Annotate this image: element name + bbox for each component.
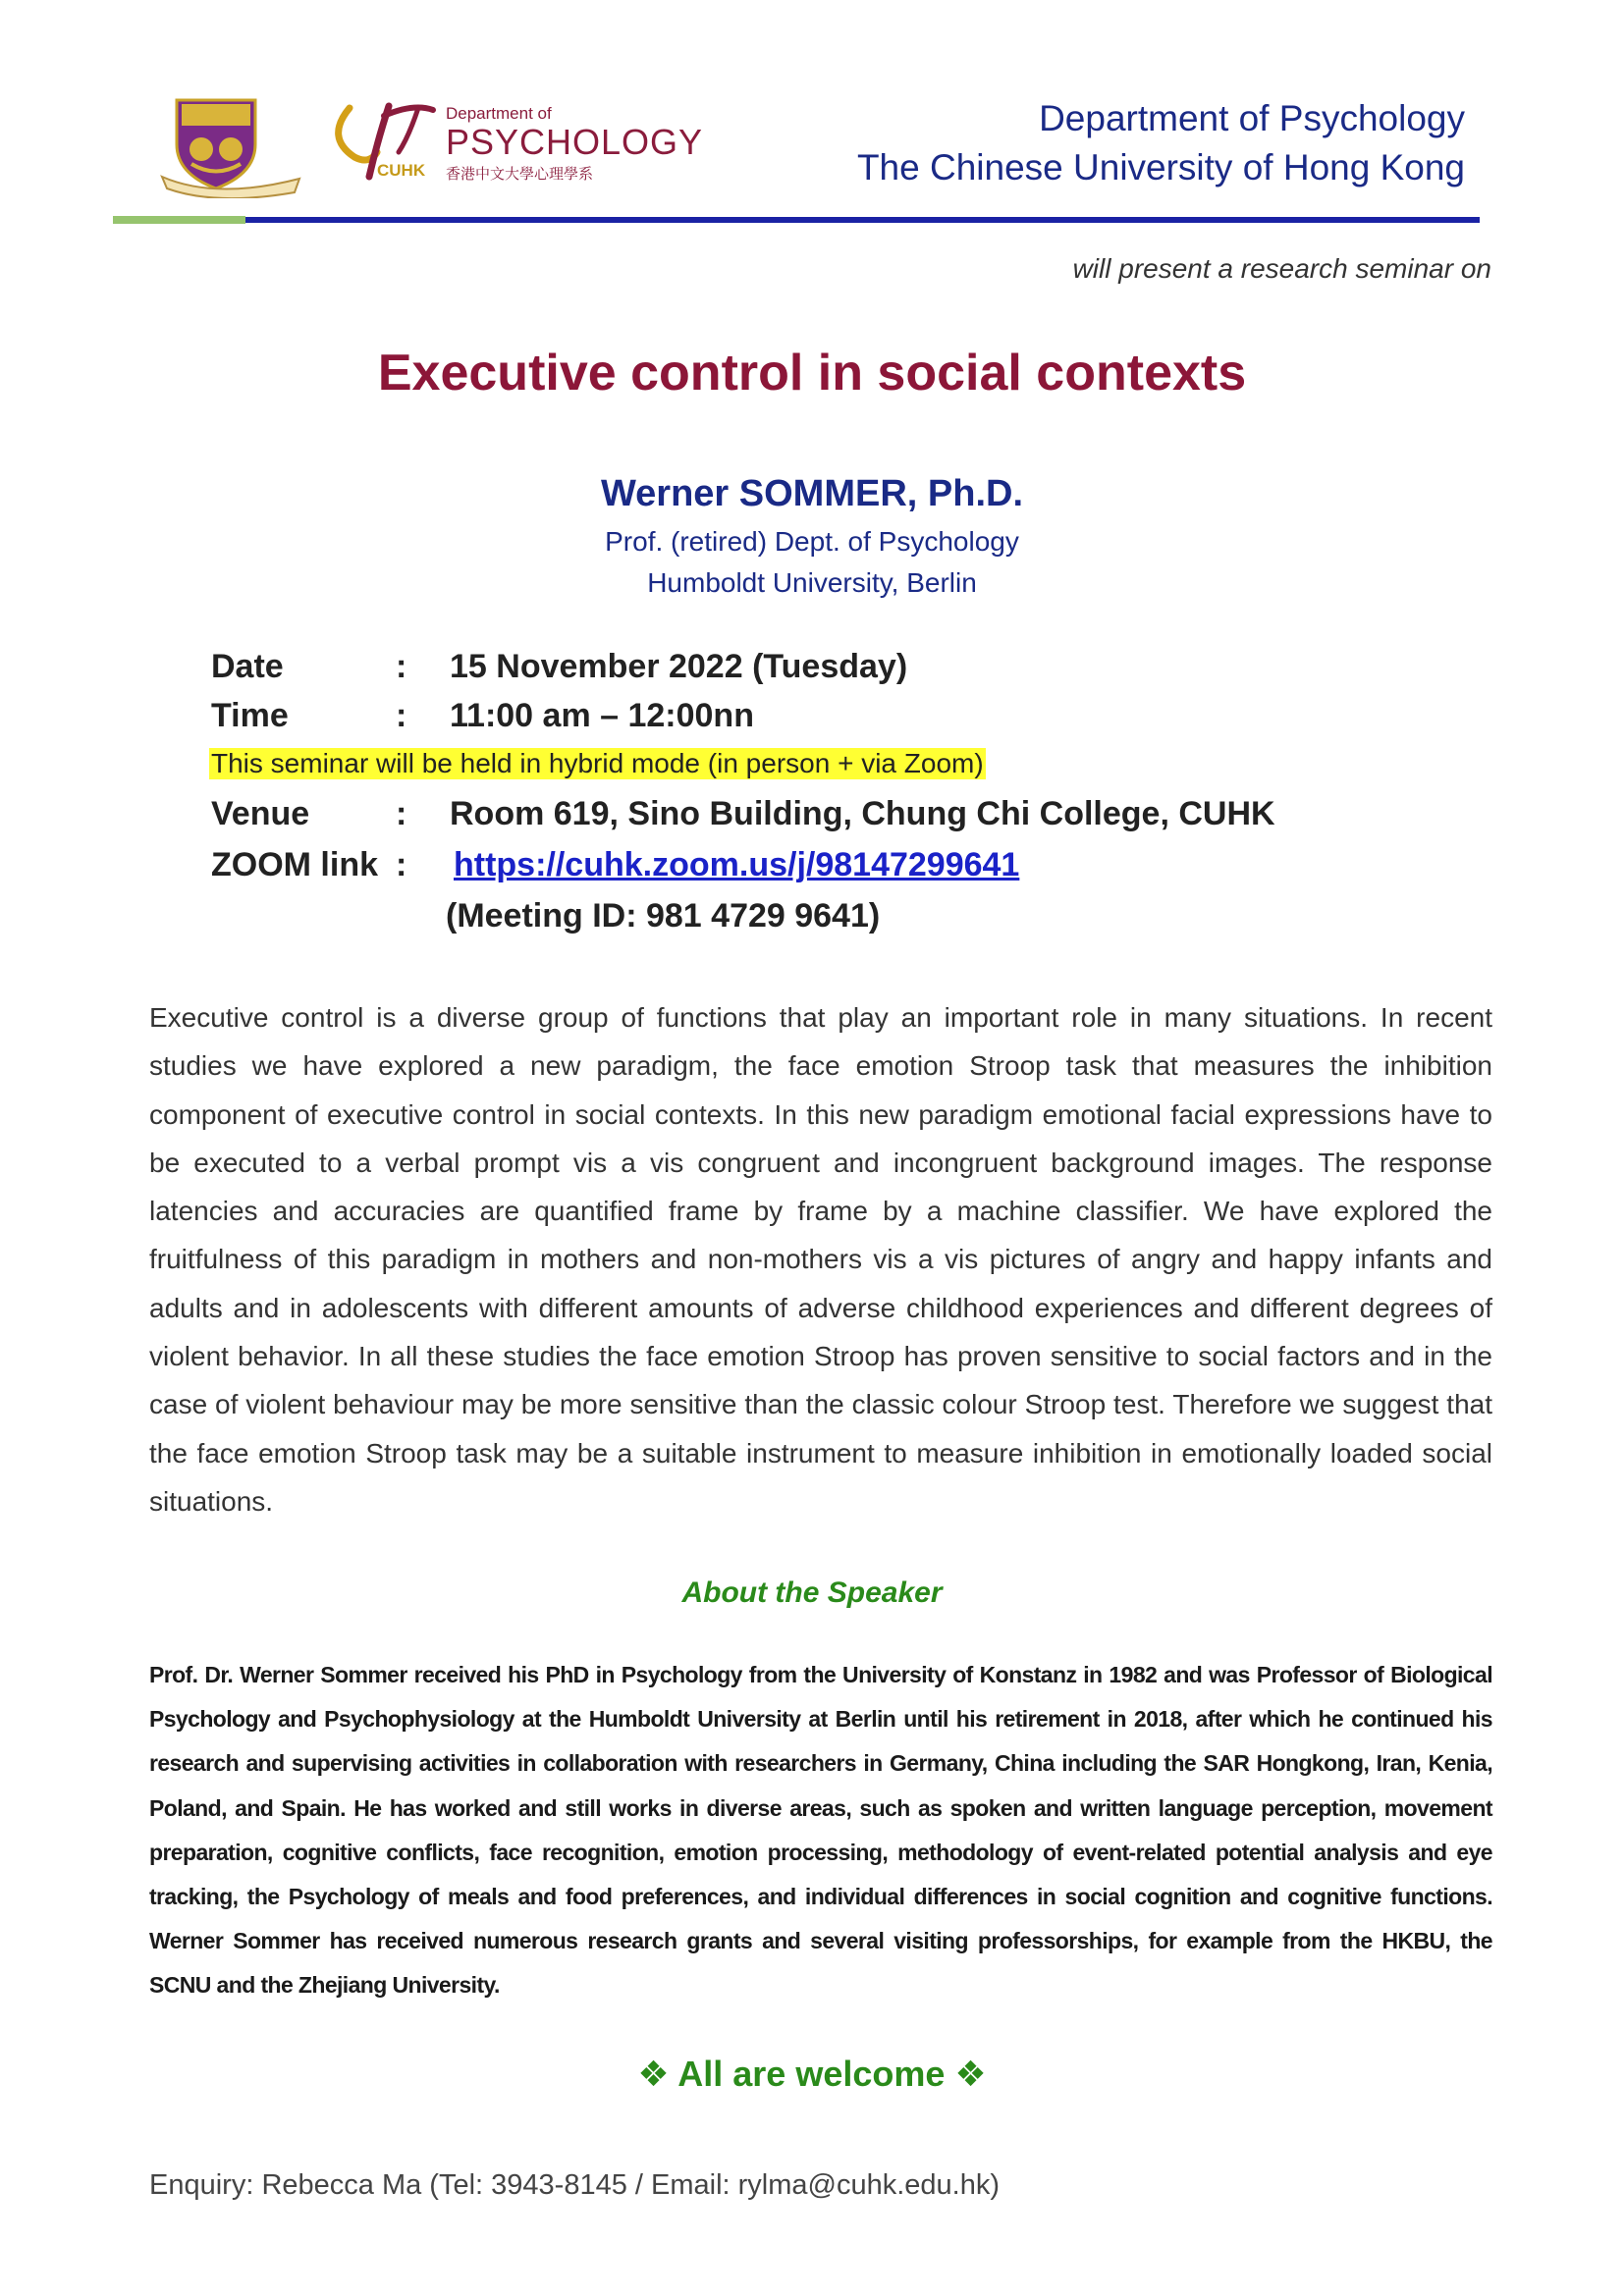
zoom-colon: : [396, 846, 407, 883]
venue-label: Venue [211, 795, 310, 832]
zoom-label: ZOOM link [211, 846, 378, 883]
date-colon: : [396, 648, 407, 685]
speaker-name: Werner SOMMER, Ph.D. [600, 473, 1024, 514]
header-university: The Chinese University of Hong Kong [856, 147, 1465, 187]
time-label: Time [211, 697, 289, 734]
speaker-bio: Prof. Dr. Werner Sommer received his PhD in Psychology from the University of Konstanz in 1982 and was Professor of Biological Psychology and Psychophysiology at the Humboldt University at Berlin until his retirement in 2018, after which he continued his research and supervising activities in collaboration with researchers in Germany, China including the SAR Hongkong, Iran, Kenia, Poland, and Spain. He has worked and still works in diverse areas, such as spoken and written language perception, movement preparation, cognitive conflicts, face recognition, emotion processing, methodology of event-related potential analysis and eye tracking, the Psychology of meals and food preferences, and individual differences in social cognition and cognitive functions. Werner Sommer has received numerous research grants and several visiting professorships, for example from the HKBU, the SCNU and the Zhejiang University. [149, 1662, 1492, 1999]
header-rule-green [113, 216, 245, 224]
cuhk-crest-logo [157, 90, 304, 198]
venue-colon: : [396, 795, 407, 832]
speaker-affiliation-2: Humboldt University, Berlin [647, 567, 977, 598]
venue-value: Room 619, Sino Building, Chung Chi College, CUHK [450, 795, 1275, 832]
speaker-affiliation-1: Prof. (retired) Dept. of Psychology [605, 526, 1019, 557]
abstract-text: Executive control is a diverse group of functions that play an important role in many situations. In recent studies we have explored a new paradigm, the face emotion Stroop task that measures the inhibition component of executive control in social contexts. In this new paradigm emotional facial expressions have to be executed to a verbal prompt vis a vis congruent and incongruent background images. The response latencies and accuracies are quantified frame by frame by a machine classifier. We have explored the fruitfulness of this paradigm in mothers and non-mothers vis a vis pictures of angry and happy infants and adults and in adolescents with different amounts of adverse childhood experiences and different degrees of violent behavior. In all these studies the face emotion Stroop has proven sensitive to social factors and in the case of violent behaviour may be more sensitive than the classic colour Stroop test. Therefore we suggest that the face emotion Stroop task may be a suitable instrument to measure inhibition in emotionally loaded social situations. [149, 1002, 1492, 1517]
header-rule-blue [245, 217, 1480, 223]
enquiry-contact: Enquiry: Rebecca Ma (Tel: 3943-8145 / Email: rylma@cuhk.edu.hk) [149, 2169, 1000, 2201]
time-colon: : [396, 697, 407, 734]
logo-cuhk-text: CUHK [377, 161, 426, 180]
date-value: 15 November 2022 (Tuesday) [450, 648, 908, 685]
logo-department-of: Department of [446, 104, 552, 123]
welcome-note: ❖ All are welcome ❖ [637, 2054, 987, 2094]
header-department: Department of Psychology [1039, 98, 1465, 138]
meeting-id: (Meeting ID: 981 4729 9641) [446, 897, 881, 934]
time-value: 11:00 am – 12:00nn [450, 697, 754, 734]
zoom-link[interactable]: https://cuhk.zoom.us/j/98147299641 [454, 846, 1020, 883]
seminar-title: Executive control in social contexts [377, 345, 1247, 401]
date-label: Date [211, 648, 284, 685]
intro-line: will present a research seminar on [1072, 253, 1491, 284]
logo-psychology-text: PSYCHOLOGY [446, 122, 704, 162]
about-speaker-heading: About the Speaker [681, 1576, 943, 1609]
hybrid-mode-note: This seminar will be held in hybrid mode (in person + via Zoom) [211, 748, 984, 778]
logo-chinese-text: 香港中文大學心理學系 [446, 166, 594, 183]
